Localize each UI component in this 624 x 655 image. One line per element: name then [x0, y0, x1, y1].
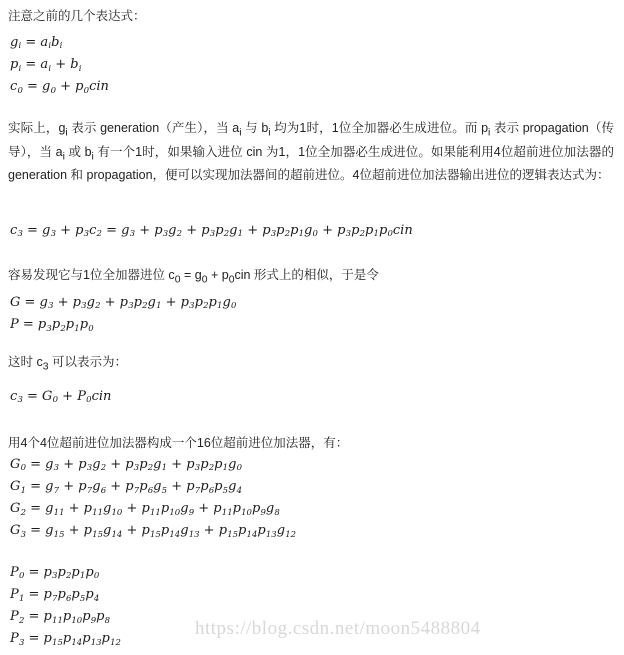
equation-gi: $g_i = a_ib_i$ [10, 35, 63, 52]
intro-note: 注意之前的几个表达式： [8, 9, 146, 23]
equation-c3-expanded: $c_3 = g_3 + p_3c_2 = g_3 + p_3g_2 + p_3p_2g_1 + p_3p_2p_1g_0 + p_3p_2p_1p_0cin$ [10, 223, 413, 240]
equation-P3: $P_3 = p_{15}p_{14}p_{13}p_{12}$ [10, 631, 121, 648]
equation-group-GP [10, 293, 236, 337]
equation-group-G-block [10, 455, 296, 544]
equation-G1: $G_1 = g_7 + p_7g_6 + p_7p_6g_5 + p_7p_6p_5g_4$ [10, 479, 242, 496]
equation-P2: $P_2 = p_{11}p_{10}p_9p_8$ [10, 609, 111, 626]
equation-P0: $P_0 = p_3p_2p_1p_0$ [10, 565, 100, 582]
equation-G0: $G_0 = g_3 + p_3g_2 + p_3p_2g_1 + p_3p_2p_1g_0$ [10, 457, 242, 474]
equation-P1: $P_1 = p_7p_6p_5p_4$ [10, 587, 100, 604]
equation-P: $P = p_3p_2p_1p_0$ [10, 317, 94, 334]
equation-c3-final-wrap [10, 387, 111, 409]
equation-c3-expanded-wrap [10, 221, 413, 243]
equation-c3-final: $c_3 = G_0 + P_0cin$ [10, 389, 112, 406]
equation-G: $G = g_3 + p_3g_2 + p_3p_2g_1 + p_3p_2p_1g_0$ [10, 295, 237, 312]
equation-G2: $G_2 = g_{11} + p_{11}g_{10} + p_{11}p_{10}g_9 + p_{11}p_{10}p_9g_8$ [10, 501, 280, 518]
watermark-text: https://blog.csdn.net/moon5488804 [195, 618, 481, 639]
equation-c0: $c_0 = g_0 + p_0cin$ [10, 79, 109, 96]
paragraph-c3-intro: 这时 $c_3$ 可以表示为： [8, 355, 128, 373]
equation-group-P-block [10, 563, 121, 652]
paragraph-similarity: 容易发现它与1位全加器进位 $c_0 = g_0 + p_0cin$ 形式上的相似，于是令 [8, 268, 379, 286]
equation-pi: $p_i = a_i + b_i$ [10, 57, 82, 74]
equation-G3: $G_3 = g_{15} + p_{15}g_{14} + p_{15}p_{14}g_{13} + p_{15}p_{14}p_{13}g_{12}$ [10, 523, 297, 540]
paragraph-generation-propagation: 实际上，$g_i$ 表示 generation（产生），当 $a_i$ 与 $b_i$ 均为1时，1位全加器必生成进位。而 $p_i$ 表示 propagation（传导），当 $a_i$ 或 $b_i$ 有一个1时，如果输入进位 cin 为1，1位全加器必生成进位。如果能利用4位超前进位加法器的 generation 和 propagation，便可以实现加法器间的超前进位。4位超前进位加法器输出进位的逻辑表达式为： [8, 121, 614, 183]
equation-group-basic [10, 33, 109, 99]
paragraph-16bit-intro: 用4个4位超前进位加法器构成一个16位超前进位加法器，有： [8, 436, 349, 450]
